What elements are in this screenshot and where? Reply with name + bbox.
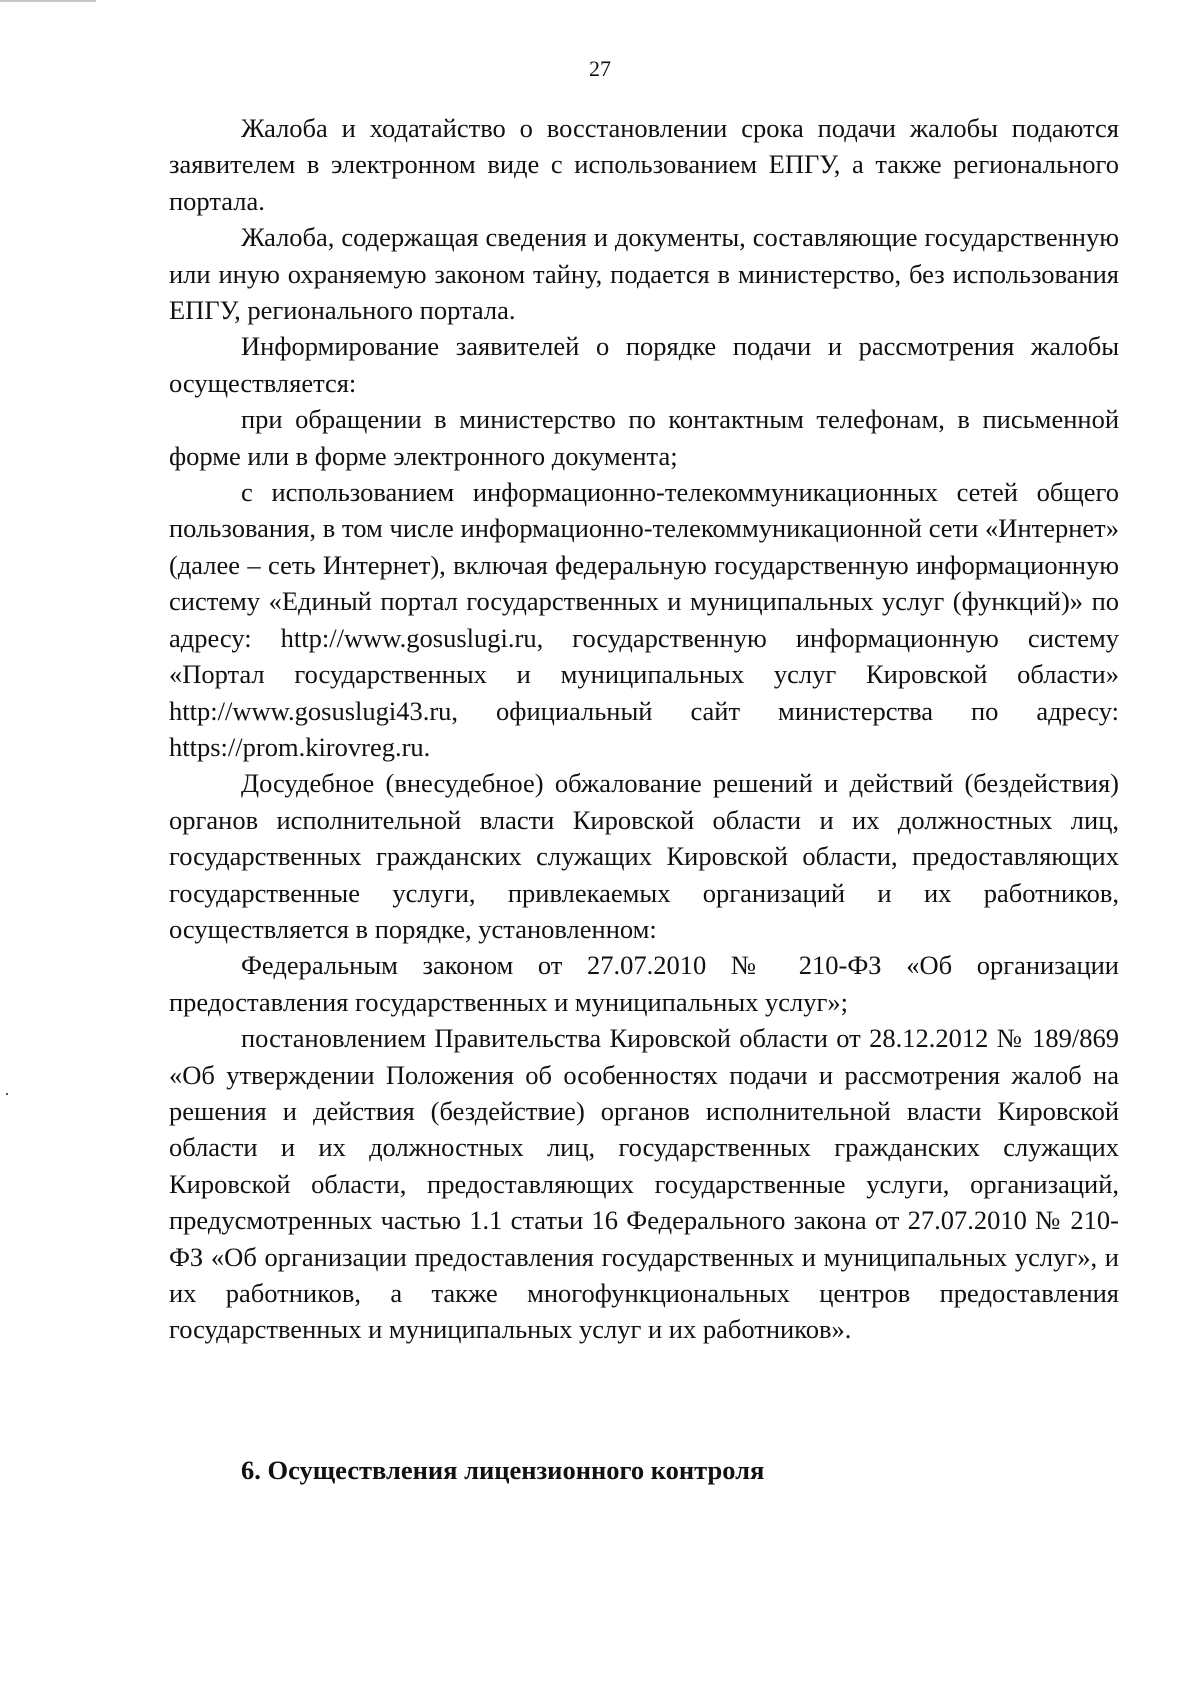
body-text [169,110,1119,1348]
paragraph-pretrial-appeal: Досудебное (внесудебное) обжалование решений и действий (бездействия) органов исполнительной власти Кировской области и их должностных лиц, государственных гражданских служащих Кировской области, предоставляющих государственные услуги, привлекаемых организаций и их работников, осуществляется в порядке, установленном: [169,768,1119,944]
page-number: 27 [589,56,611,81]
paragraph-informing-applicants: Информирование заявителей о порядке подачи и рассмотрения жалобы осуществляется: [169,331,1119,398]
paragraph-government-resolution: постановлением Правительства Кировской области от 28.12.2012 № 189/869 «Об утверждении Положения об особенностях подачи и рассмотрения жалоб на решения и действия (бездействие) органов исполнительной власти Кировской области и их должностных лиц, государственных гражданских служащих Кировской области, предоставляющих государственные услуги, организаций, предусмотренных частью 1.1 статьи 16 Федерального закона от 27.07.2010 № 210-ФЗ «Об организации предоставления государственных и муниципальных услуг», и их работников, а также многофункциональных центров предоставления государственных и муниципальных услуг и их работников». [169,1023,1119,1345]
scan-margin-dot [6,1093,8,1095]
paragraph-contact-phones: при обращении в министерство по контактным телефонам, в письменной форме или в форме электронного документа; [169,404,1119,471]
paragraph-internet-portals: с использованием информационно-телекоммуникационных сетей общего пользования, в том числе информационно-телекоммуникационной сети «Интернет» (далее – сеть Интернет), включая федеральную государственную информационную систему «Единый портал государственных и муниципальных услуг (функций)» по адресу: http://www.gosuslugi.ru, государственную информационную систему «Портал государственных и муниципальных услуг Кировской области» http://www.gosuslugi43.ru, официальный сайт министерства по адресу: https://prom.kirovreg.ru. [169,477,1119,762]
paragraph-complaint-submission: Жалоба и ходатайство о восстановлении срока подачи жалобы подаются заявителем в электронном виде с использованием ЕПГУ, а также регионального портала. [169,113,1119,216]
paragraph-federal-law: Федеральным законом от 27.07.2010 № 210-ФЗ «Об организации предоставления государственных и муниципальных услуг»; [169,950,1119,1017]
paragraph-state-secret-complaint: Жалоба, содержащая сведения и документы, составляющие государственную или иную охраняемую законом тайну, подается в министерство, без использования ЕПГУ, регионального портала. [169,222,1119,326]
section-heading: 6. Осуществления лицензионного контроля [241,1455,765,1485]
scan-edge-mark [0,0,96,2]
